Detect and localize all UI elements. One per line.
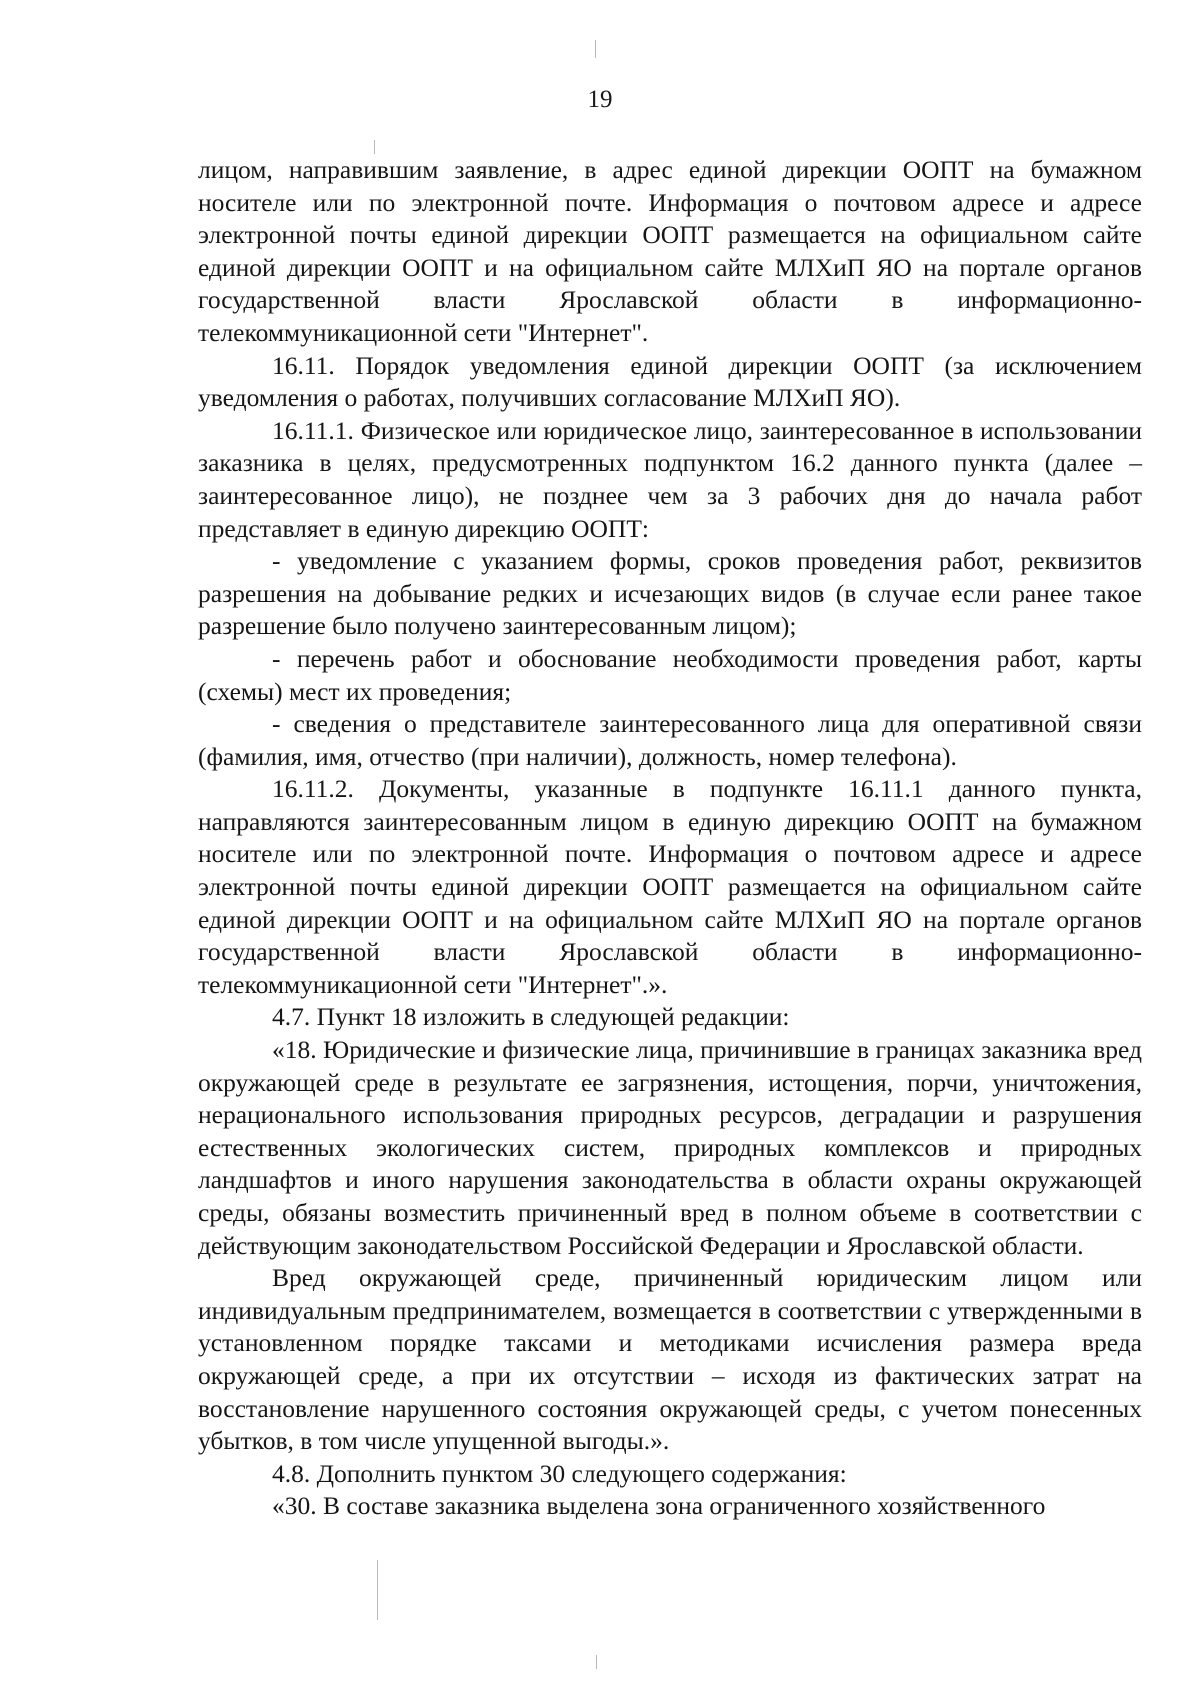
list-item-representative: - сведения о представителе заинтересованного лица для оперативной связи (фамилия, имя, отчество (при наличии), должность, номер телефона). bbox=[198, 709, 1142, 771]
paragraph-4-8: 4.8. Дополнить пунктом 30 следующего содержания: bbox=[272, 1458, 847, 1488]
paragraph-18: «18. Юридические и физические лица, причинившие в границах заказника вред окружающей среде в результате ее загрязнения, истощения, порчи, уничтожения, нерационального использования природных ресурсов, деградации и разрушения естественных экологических систем, природных комплексов и природных ландшафтов и иного нарушения законодательства в области охраны окружающей среды, обязаны возместить причиненный вред в полном объеме в соответствии с действующим законодательством Российской Федерации и Ярославской области. bbox=[198, 1035, 1142, 1260]
list-item-works-list: - перечень работ и обоснование необходимости проведения работ, карты (схемы) мест их проведения; bbox=[198, 643, 1142, 706]
paragraph-continuation: лицом, направившим заявление, в адрес единой дирекции ООПТ на бумажном носителе или по электронной почте. Информация о почтовом адресе и адресе электронной почты единой дирекции ООПТ размещается на официальном сайте единой дирекции ООПТ и на официальном сайте МЛХиП ЯО на портале органов государственной власти Ярославской области в информационно-телекоммуникационной сети "Интернет". bbox=[198, 155, 1142, 347]
scan-artifact bbox=[374, 140, 375, 154]
document-body bbox=[198, 154, 1142, 1523]
page-number: 19 bbox=[587, 86, 613, 113]
paragraph-4-7: 4.7. Пункт 18 изложить в следующей редакции: bbox=[272, 1002, 790, 1032]
paragraph-harm-compensation: Вред окружающей среде, причиненный юридическим лицом или индивидуальным предпринимателем, возмещается в соответствии с утвержденными в установленном порядке таксами и методиками исчисления размера вреда окружающей среде, а при их отсутствии – исходя из фактических затрат на восстановление нарушенного состояния окружающей среды, с учетом понесенных убытков, в том числе упущенной выгоды.». bbox=[198, 1263, 1142, 1456]
scan-artifact bbox=[377, 1560, 378, 1620]
paragraph-16-11-2: 16.11.2. Документы, указанные в подпункте 16.11.1 данного пункта, направляются заинтересованным лицом в единую дирекцию ООПТ на бумажном носителе или по электронной почте. Информация о почтовом адресе и адресе электронной почты единой дирекции ООПТ размещается на официальном сайте единой дирекции ООПТ и на официальном сайте МЛХиП ЯО на портале органов государственной власти Ярославской области в информационно-телекоммуникационной сети "Интернет".». bbox=[198, 774, 1142, 999]
list-item-notification: - уведомление с указанием формы, сроков проведения работ, реквизитов разрешения на добывание редких и исчезающих видов (в случае если ранее такое разрешение было получено заинтересованным лицом); bbox=[198, 546, 1142, 641]
paragraph-30: «30. В составе заказника выделена зона ограниченного хозяйственного bbox=[272, 1491, 1046, 1521]
paragraph-16-11: 16.11. Порядок уведомления единой дирекции ООПТ (за исключением уведомления о работах, получивших согласование МЛХиП ЯО). bbox=[198, 350, 1142, 413]
scan-artifact bbox=[596, 1655, 597, 1669]
paragraph-16-11-1: 16.11.1. Физическое или юридическое лицо, заинтересованное в использовании заказника в целях, предусмотренных подпунктом 16.2 данного пункта (далее – заинтересованное лицо), не позднее чем за 3 рабочих дня до начала работ представляет в единую дирекцию ООПТ: bbox=[198, 415, 1142, 543]
scan-artifact bbox=[595, 40, 596, 58]
